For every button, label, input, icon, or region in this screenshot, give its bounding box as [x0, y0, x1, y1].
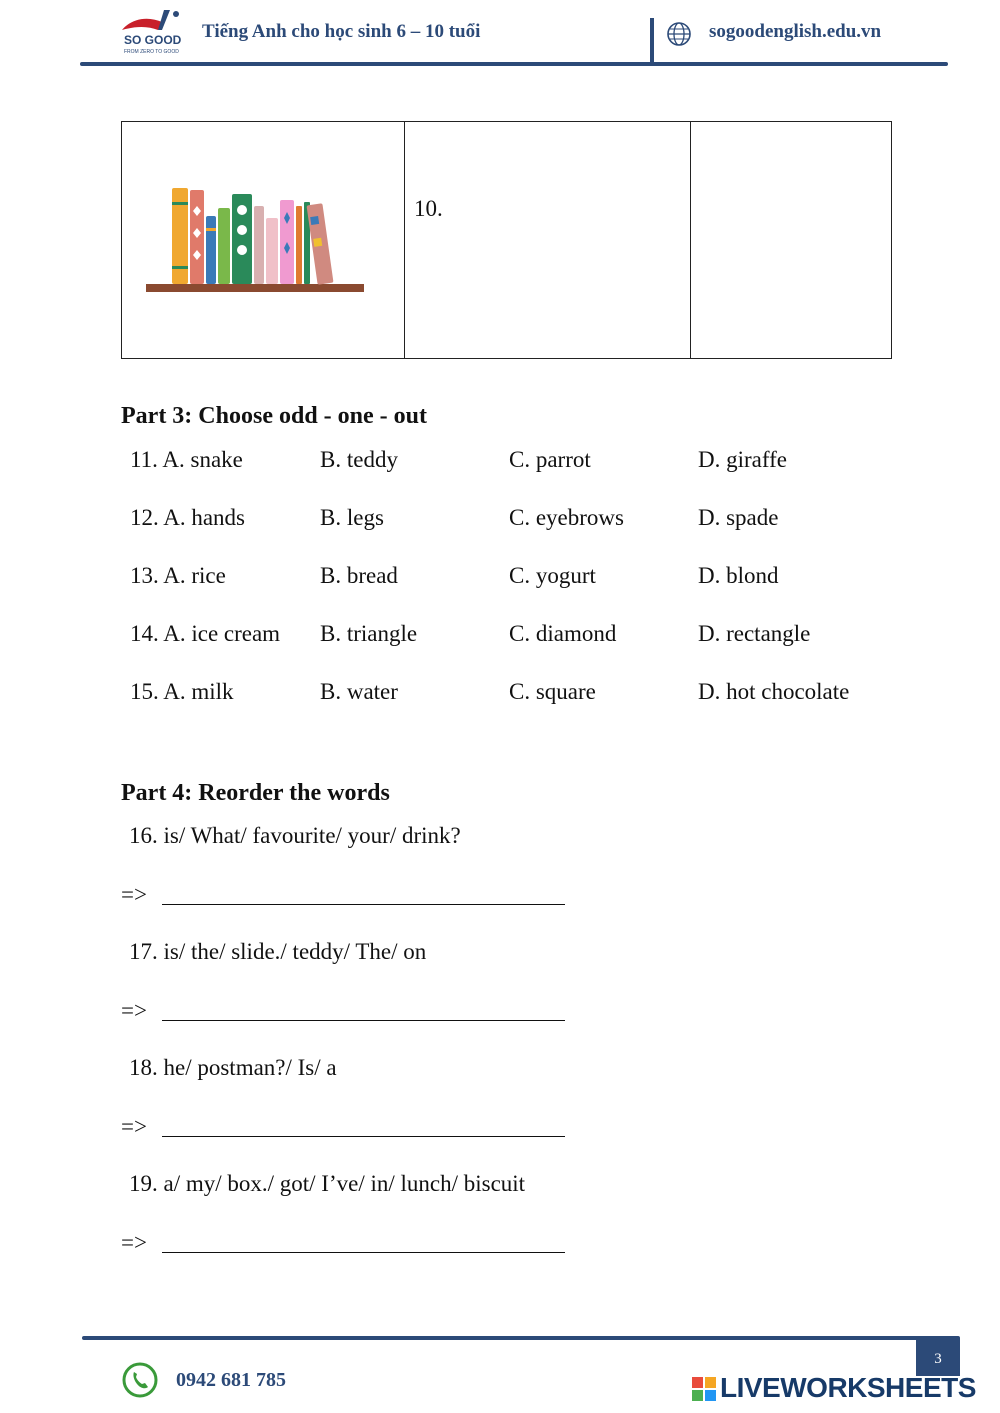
phone-number[interactable]: 0942 681 785 — [176, 1369, 286, 1391]
option-c[interactable]: C. parrot — [509, 447, 591, 472]
liveworksheets-brand — [692, 1371, 992, 1403]
answer-line[interactable] — [162, 1252, 565, 1253]
answer-arrow: => — [121, 1114, 147, 1139]
option-b[interactable]: B. teddy — [320, 447, 398, 472]
option-a[interactable]: 13. A. rice — [130, 563, 226, 588]
answer-line[interactable] — [162, 904, 565, 905]
reorder-question: 19. a/ my/ box./ got/ I’ve/ in/ lunch/ biscuit — [129, 1171, 526, 1196]
part3-heading: Part 3: Choose odd - one - out — [121, 403, 427, 429]
option-c[interactable]: C. eyebrows — [509, 505, 624, 530]
option-c[interactable]: C. yogurt — [509, 563, 596, 588]
option-c[interactable]: C. diamond — [509, 621, 617, 646]
reorder-question: 16. is/ What/ favourite/ your/ drink? — [129, 823, 461, 848]
option-d[interactable]: D. hot chocolate — [698, 679, 850, 704]
option-d[interactable]: D. blond — [698, 563, 779, 588]
row-number: 10. — [414, 196, 443, 221]
option-d[interactable]: D. giraffe — [698, 447, 787, 472]
option-a[interactable]: 12. A. hands — [130, 505, 245, 530]
reorder-question: 18. he/ postman?/ Is/ a — [129, 1055, 337, 1080]
question-row — [130, 505, 930, 535]
header-divider — [650, 18, 654, 66]
part4-heading: Part 4: Reorder the words — [121, 780, 390, 806]
option-b[interactable]: B. triangle — [320, 621, 418, 646]
table-column-divider — [690, 122, 691, 358]
liveworksheets-wordmark: LIVEWORKSHEETS — [720, 1372, 976, 1403]
question-row — [130, 447, 930, 477]
header-title: Tiếng Anh cho học sinh 6 – 10 tuổi — [202, 21, 481, 42]
so-good-logo — [118, 8, 184, 56]
option-b[interactable]: B. bread — [320, 563, 398, 588]
answer-line[interactable] — [162, 1136, 565, 1137]
table-column-divider — [404, 122, 405, 358]
page-number: 3 — [916, 1338, 960, 1376]
answer-arrow: => — [121, 1230, 147, 1255]
header-website[interactable]: sogoodenglish.edu.vn — [709, 21, 882, 42]
answer-arrow: => — [121, 998, 147, 1023]
option-b[interactable]: B. legs — [320, 505, 384, 530]
question-row — [130, 621, 930, 651]
question-row — [130, 679, 930, 709]
liveworksheets-logo-icon — [692, 1377, 716, 1401]
globe-icon — [666, 21, 692, 47]
reorder-question: 17. is/ the/ slide./ teddy/ The/ on — [129, 939, 427, 964]
svg-text:FROM ZERO TO GOOD: FROM ZERO TO GOOD — [124, 49, 179, 55]
option-a[interactable]: 11. A. snake — [130, 447, 243, 472]
answer-line[interactable] — [162, 1020, 565, 1021]
footer-rule — [82, 1336, 960, 1340]
books-shelf-image — [142, 180, 368, 298]
answer-arrow: => — [121, 882, 147, 907]
question-row — [130, 563, 930, 593]
svg-text:SO GOOD: SO GOOD — [124, 33, 182, 47]
option-a[interactable]: 14. A. ice cream — [130, 621, 281, 646]
option-a[interactable]: 15. A. milk — [130, 679, 234, 704]
vocab-table — [121, 121, 892, 359]
header-rule — [80, 62, 948, 66]
option-b[interactable]: B. water — [320, 679, 398, 704]
phone-icon — [122, 1362, 158, 1398]
option-d[interactable]: D. rectangle — [698, 621, 811, 646]
option-c[interactable]: C. square — [509, 679, 596, 704]
option-d[interactable]: D. spade — [698, 505, 779, 530]
